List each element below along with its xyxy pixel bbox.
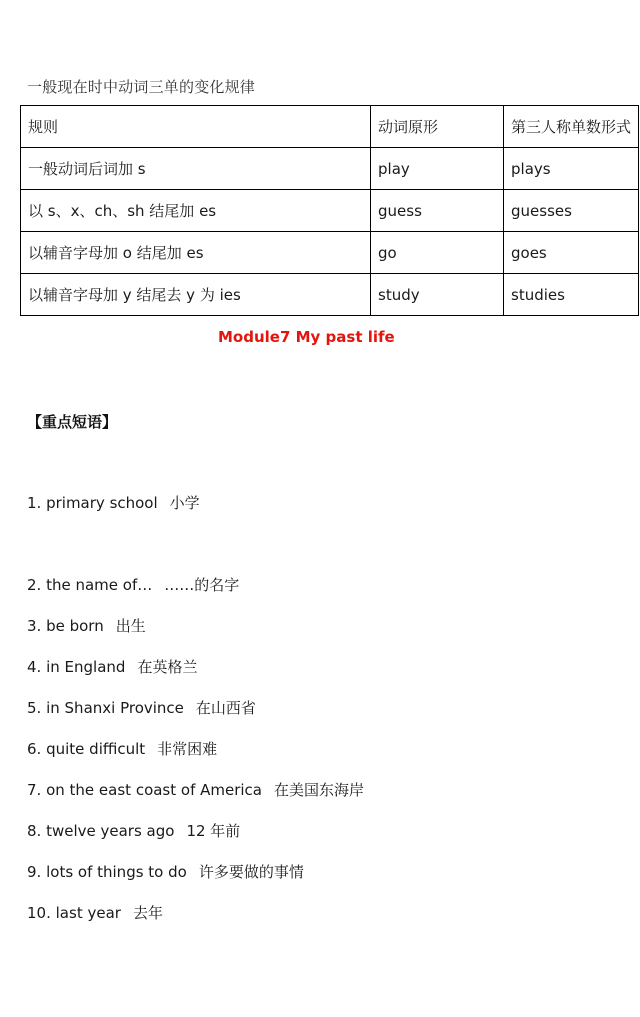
section-heading: 【重点短语】 <box>27 413 118 431</box>
phrase-english: primary school <box>46 494 158 512</box>
table-cell-third: guesses <box>504 190 639 232</box>
phrase-chinese: 12 年前 <box>186 822 241 840</box>
phrase-number: 2. <box>27 576 42 594</box>
phrase-english: in England <box>46 658 126 676</box>
verb-rules-table <box>20 105 639 316</box>
table-row <box>21 148 639 190</box>
phrase-chinese: 在美国东海岸 <box>274 781 365 799</box>
phrase-item <box>27 902 163 923</box>
phrase-number: 5. <box>27 699 42 717</box>
phrase-chinese: 在英格兰 <box>137 658 198 676</box>
table-cell-base: go <box>371 232 504 274</box>
phrase-chinese: 去年 <box>132 904 163 922</box>
phrase-chinese: 非常困难 <box>157 740 218 758</box>
phrase-chinese: ……的名字 <box>164 576 240 594</box>
table-cell-third: goes <box>504 232 639 274</box>
phrase-number: 9. <box>27 863 42 881</box>
table-cell-base: guess <box>371 190 504 232</box>
phrase-english: quite difficult <box>46 740 146 758</box>
phrase-number: 8. <box>27 822 42 840</box>
module-title: Module7 My past life <box>218 328 395 346</box>
header-base-form: 动词原形 <box>371 106 504 148</box>
document-title: 一般现在时中动词三单的变化规律 <box>27 78 256 96</box>
phrase-number: 10. <box>27 904 51 922</box>
phrase-chinese: 许多要做的事情 <box>198 863 304 881</box>
phrase-english: the name of… <box>46 576 153 594</box>
table-cell-rule: 以辅音字母加 y 结尾去 y 为 ies <box>21 274 371 316</box>
phrase-item <box>27 820 240 841</box>
phrase-item <box>27 697 256 718</box>
table-cell-base: study <box>371 274 504 316</box>
phrase-item <box>27 738 217 759</box>
phrase-chinese: 在山西省 <box>195 699 256 717</box>
phrase-english: on the east coast of America <box>46 781 262 799</box>
table-cell-third: plays <box>504 148 639 190</box>
table-cell-rule: 以 s、x、ch、sh 结尾加 es <box>21 190 371 232</box>
phrase-english: be born <box>46 617 104 635</box>
header-third-person: 第三人称单数形式 <box>504 106 639 148</box>
phrase-chinese: 小学 <box>169 494 200 512</box>
table-cell-base: play <box>371 148 504 190</box>
phrase-english: last year <box>55 904 121 922</box>
table-cell-rule: 一般动词后词加 s <box>21 148 371 190</box>
phrase-chinese: 出生 <box>115 617 146 635</box>
phrase-item <box>27 492 200 513</box>
header-rule: 规则 <box>21 106 371 148</box>
table-row <box>21 274 639 316</box>
table-row <box>21 232 639 274</box>
phrase-english: in Shanxi Province <box>46 699 184 717</box>
phrase-number: 6. <box>27 740 42 758</box>
phrase-item <box>27 615 146 636</box>
phrase-item <box>27 574 239 595</box>
phrase-english: twelve years ago <box>46 822 175 840</box>
phrase-english: lots of things to do <box>46 863 187 881</box>
phrase-item <box>27 779 364 800</box>
phrase-item <box>27 861 304 882</box>
table-row <box>21 190 639 232</box>
phrase-number: 1. <box>27 494 42 512</box>
phrase-item <box>27 656 197 677</box>
phrase-number: 3. <box>27 617 42 635</box>
phrase-number: 4. <box>27 658 42 676</box>
table-cell-third: studies <box>504 274 639 316</box>
phrase-number: 7. <box>27 781 42 799</box>
table-header-row <box>21 106 639 148</box>
table-cell-rule: 以辅音字母加 o 结尾加 es <box>21 232 371 274</box>
